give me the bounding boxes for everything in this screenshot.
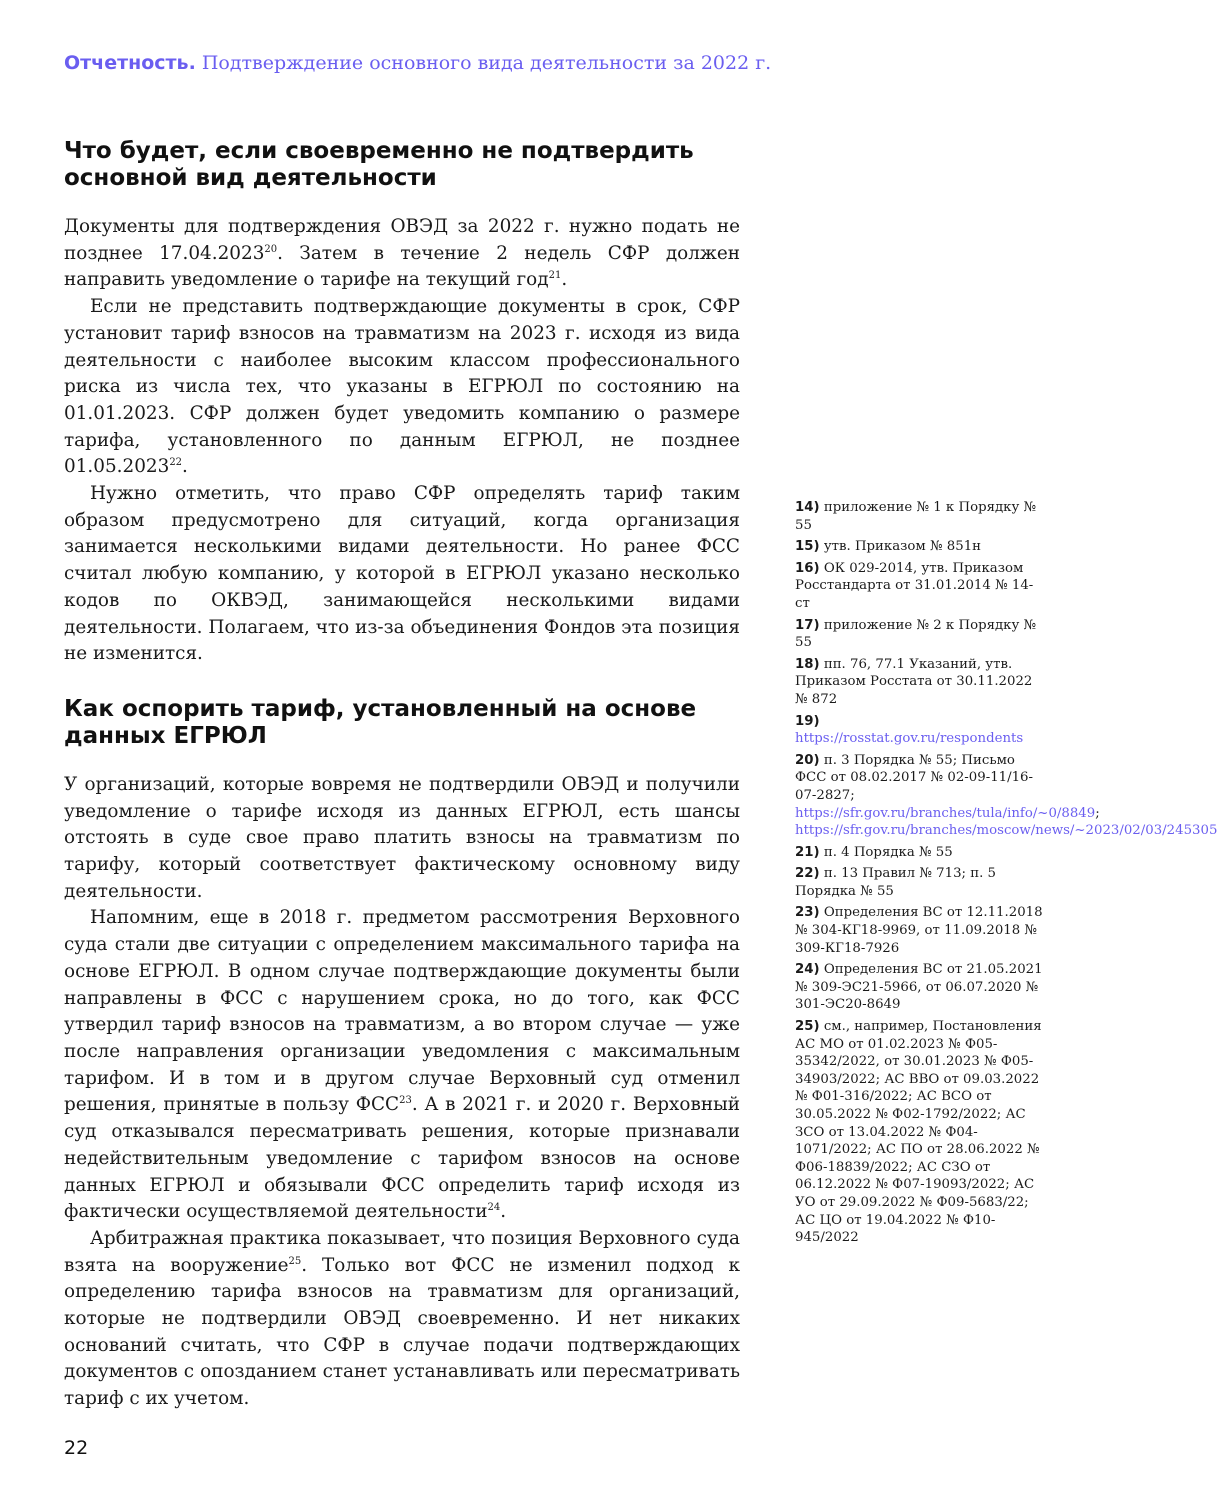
section-1-paragraph-2 [64, 294, 740, 481]
running-head-section: Отчетность. [64, 52, 196, 74]
footnote-number: 19) [795, 713, 820, 729]
section-1-heading-line2: основной вид деятельности [64, 165, 437, 191]
footnote-14 [795, 499, 1045, 534]
section-2-paragraph-3 [64, 1226, 740, 1413]
footnote-text: Определения ВС от 21.05.2021 № 309-ЭС21-5966, от 06.07.2020 № 301-ЭС20-8649 [795, 962, 1043, 1013]
footnote-text: Определения ВС от 12.11.2018 № 304-КГ18-9969, от 11.09.2018 № 309-КГ18-7926 [795, 905, 1043, 956]
footnote-number: 22) [795, 866, 820, 882]
footnote-link[interactable]: https://sfr.gov.ru/branches/moscow/news/~2023/02/03/245305 [795, 823, 1217, 839]
footnote-20 [795, 752, 1217, 840]
footnote-ref: 20 [264, 243, 278, 255]
footnote-number: 16) [795, 560, 820, 576]
footnote-number: 14) [795, 500, 820, 515]
footnote-number: 18) [795, 656, 820, 672]
footnote-ref: 25 [288, 1255, 302, 1267]
paragraph-text: . А в 2021 г. и 2020 г. Верховный суд отказывался пересматривать решения, которые признавали недействительным уведомление с тарифом взносов на основе данных ЕГРЮЛ и обязывали ФСС определить тариф исходя из фактически осуществляемой деятельности [64, 1094, 741, 1223]
paragraph-text: . [500, 1201, 507, 1223]
footnote-17 [795, 617, 1045, 652]
paragraph-text: Арбитражная практика показывает, что позиция Верховного суда взята на вооружение [64, 1227, 740, 1276]
footnote-ref: 21 [548, 270, 562, 282]
footnote-number: 23) [795, 905, 820, 921]
section-1-heading [64, 138, 740, 192]
footnote-19 [795, 713, 1045, 748]
footnote-number: 20) [795, 752, 820, 768]
footnote-ref: 23 [399, 1095, 412, 1107]
section-2-heading [64, 696, 740, 750]
paragraph-text: Если не представить подтверждающие документы в срок, СФР установит тариф взносов на травматизм на 2023 г. исходя из вида деятельности с наиболее высоким классом профессионального риска из числа тех, что указаны в ЕГРЮЛ по состоянию на 01.01.2023. СФР должен будет уведомить компанию о размере тарифа, установленного по данным ЕГРЮЛ, не позднее 01.05.2023 [64, 296, 740, 478]
page-number: 22 [64, 1437, 89, 1459]
section-1-heading-line1: Что будет, если своевременно не подтвердить [64, 138, 694, 164]
footnote-ref: 24 [487, 1202, 501, 1214]
footnote-text: п. 4 Порядка № 55 [823, 844, 953, 860]
footnote-text: утв. Приказом № 851н [823, 539, 982, 555]
paragraph-text: Напомним, еще в 2018 г. предметом рассмотрения Верховного суда стали две ситуации с определением максимального тарифа на основе ЕГРЮЛ. В одном случае подтверждающие документы были направлены в ФСС с нарушением срока, но до того, как ФСС утвердил тариф взносов на травматизм, а во втором случае — уже после направления организации уведомления с максимальным тарифом. И в том и в другом случае Верховный суд отменил решения, принятые в пользу ФСС [64, 907, 740, 1116]
footnote-text: п. 3 Порядка № 55; Письмо ФСС от 08.02.2017 № 02-09-11/16-07-2827; [795, 752, 1034, 803]
paragraph-text: . [561, 269, 568, 291]
footnote-number: 15) [795, 539, 820, 555]
footnote-24 [795, 961, 1045, 1014]
footnote-16 [795, 560, 1045, 613]
footnote-text: ОК 029-2014, утв. Приказом Росстандарта от 31.01.2014 № 14-ст [795, 560, 1034, 611]
footnote-15 [795, 538, 1045, 556]
section-2-heading-line1: Как оспорить тариф, установленный на основе [64, 695, 697, 722]
footnote-separator: ; [1095, 805, 1100, 821]
footnote-link[interactable]: https://sfr.gov.ru/branches/tula/info/~0/8849 [795, 805, 1096, 821]
footnote-text: приложение № 1 к Порядку № 55 [795, 500, 1037, 533]
footnote-18 [795, 656, 1045, 709]
footnote-text: п. 13 Правил № 713; п. 5 Порядка № 55 [795, 866, 997, 899]
footnote-25 [795, 1018, 1045, 1247]
footnote-number: 17) [795, 617, 820, 633]
section-2-paragraph-1: У организаций, которые вовремя не подтвердили ОВЭД и получили уведомление о тарифе исходя из данных ЕГРЮЛ, есть шансы отстоять в суде свое право платить взносы на травматизм по тарифу, который соответствует фактическому основному виду деятельности. [64, 773, 740, 902]
paragraph-text: . Затем в течение 2 недель СФР должен направить уведомление о тарифе на текущий год [64, 242, 740, 291]
paragraph-text: Документы для подтверждения ОВЭД за 2022 г. нужно подать не позднее 17.04.2023 [64, 216, 740, 264]
footnote-23 [795, 904, 1045, 957]
footnote-text: см., например, Постановления АС МО от 01.02.2023 № Ф05-35342/2022, от 30.01.2023 № Ф05-34903/2022; АС ВВО от 09.03.2022 № Ф01-316/2022; АС ВСО от 30.05.2022 № Ф02-1792/2022; АС ЗСО от 13.04.2022 № Ф04-1071/2022; АС ПО от 28.06.2022 № Ф06-18839/2022; АС СЗО от 06.12.2022 № Ф07-19093/2022; АС УО от 29.09.2022 № Ф09-5683/22; АС ЦО от 19.04.2022 № Ф10-945/2022 [795, 1019, 1042, 1246]
paragraph-text: . Только вот ФСС не изменил подход к определению тарифа взносов на травматизм для организаций, которые не подтвердили ОВЭД своевременно. И нет никаких оснований считать, что СФР в случае подачи подтверждающих документов с опозданием станет устанавливать или пересматривать тариф с их учетом. [64, 1254, 740, 1410]
running-head [64, 52, 824, 74]
footnote-number: 24) [795, 962, 820, 978]
footnote-21 [795, 844, 1045, 862]
footnote-ref: 22 [169, 457, 183, 469]
footnote-text: приложение № 2 к Порядку № 55 [795, 617, 1037, 651]
footnote-22 [795, 865, 1045, 900]
footnote-link[interactable]: https://rosstat.gov.ru/respondents [795, 731, 1024, 747]
footnotes-column [795, 499, 1217, 1251]
main-column [64, 138, 740, 1413]
footnote-number: 21) [795, 844, 820, 860]
paragraph-text: . [182, 456, 188, 478]
section-1-paragraph-1 [64, 214, 740, 294]
footnote-number: 25) [795, 1019, 820, 1035]
footnote-text: пп. 76, 77.1 Указаний, утв. Приказом Росстата от 30.11.2022 № 872 [795, 656, 1033, 707]
section-1-paragraph-3: Нужно отметить, что право СФР определять тариф таким образом предусмотрено для ситуаций, когда организация занимается несколькими видами деятельности. Но ранее ФСС считал любую компанию, у которой в ЕГРЮЛ указано несколько кодов по ОКВЭД, занимающейся несколькими видами деятельности. Полагаем, что из-за объединения Фондов эта позиция не изменится. [64, 483, 740, 665]
section-2-paragraph-2 [64, 905, 740, 1225]
running-head-title: Подтверждение основного вида деятельности за 2022 г. [201, 52, 772, 74]
section-2-heading-line2: данных ЕГРЮЛ [64, 722, 267, 749]
